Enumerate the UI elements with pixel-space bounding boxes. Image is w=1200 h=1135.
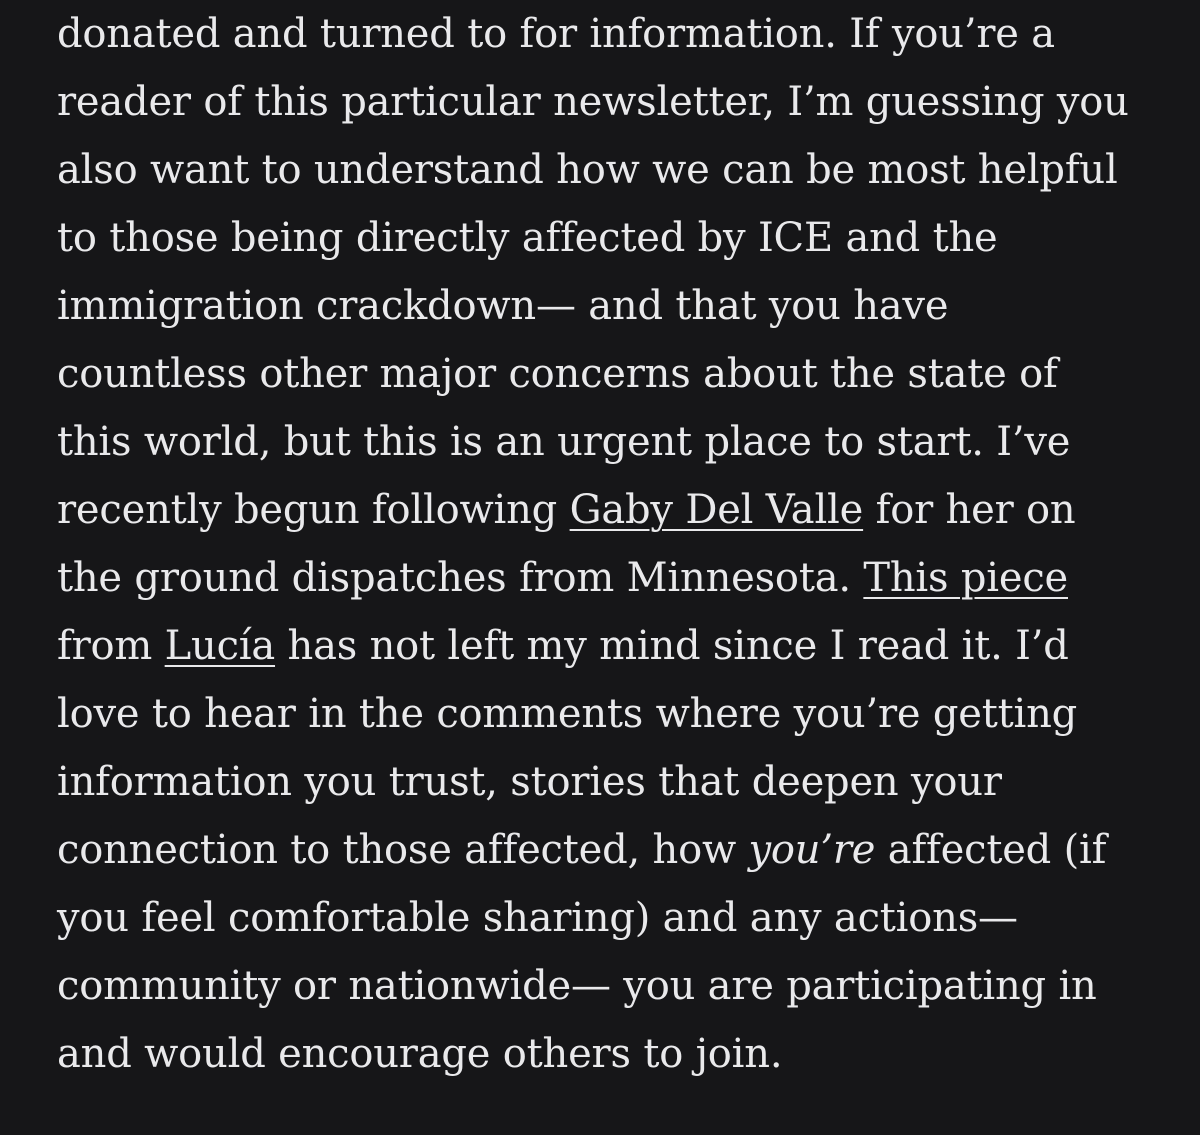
- text-segment: the ground dispatches from Minnesota.: [57, 555, 864, 601]
- emphasized-text: you’re: [748, 827, 876, 873]
- text-segment: affected (if: [875, 827, 1107, 873]
- text-segment: recently begun following: [57, 487, 570, 533]
- link-gaby-del-valle[interactable]: Gaby Del Valle: [569, 487, 864, 533]
- text-line: reader of this particular newsletter, I’m guessing you: [57, 79, 1129, 125]
- text-line: [57, 544, 1167, 612]
- text-line: immigration crackdown— and that you have: [57, 283, 949, 329]
- text-line: to those being directly affected by ICE and the: [57, 215, 998, 261]
- text-line: donated and turned to for information. If you’re a: [57, 11, 1055, 57]
- link-lucia[interactable]: Lucía: [164, 623, 276, 669]
- article-paragraph: [57, 0, 1167, 1088]
- link-this-piece[interactable]: This piece: [863, 555, 1068, 601]
- text-line: also want to understand how we can be most helpful: [57, 147, 1118, 193]
- text-line: and would encourage others to join.: [57, 1031, 783, 1077]
- text-line: love to hear in the comments where you’re getting: [57, 691, 1078, 737]
- text-line: information you trust, stories that deepen your: [57, 759, 1002, 805]
- text-line: you feel comfortable sharing) and any actions—: [57, 895, 1018, 941]
- text-line: community or nationwide— you are participating in: [57, 963, 1097, 1009]
- text-segment: connection to those affected, how: [57, 827, 749, 873]
- text-line: [57, 816, 1167, 884]
- text-segment: for her on: [863, 487, 1076, 533]
- text-line: [57, 476, 1167, 544]
- text-line: countless other major concerns about the state of: [57, 351, 1058, 397]
- text-line: this world, but this is an urgent place to start. I’ve: [57, 419, 1071, 465]
- text-segment: from: [57, 623, 165, 669]
- text-line: [57, 612, 1167, 680]
- text-segment: has not left my mind since I read it. I’d: [275, 623, 1069, 669]
